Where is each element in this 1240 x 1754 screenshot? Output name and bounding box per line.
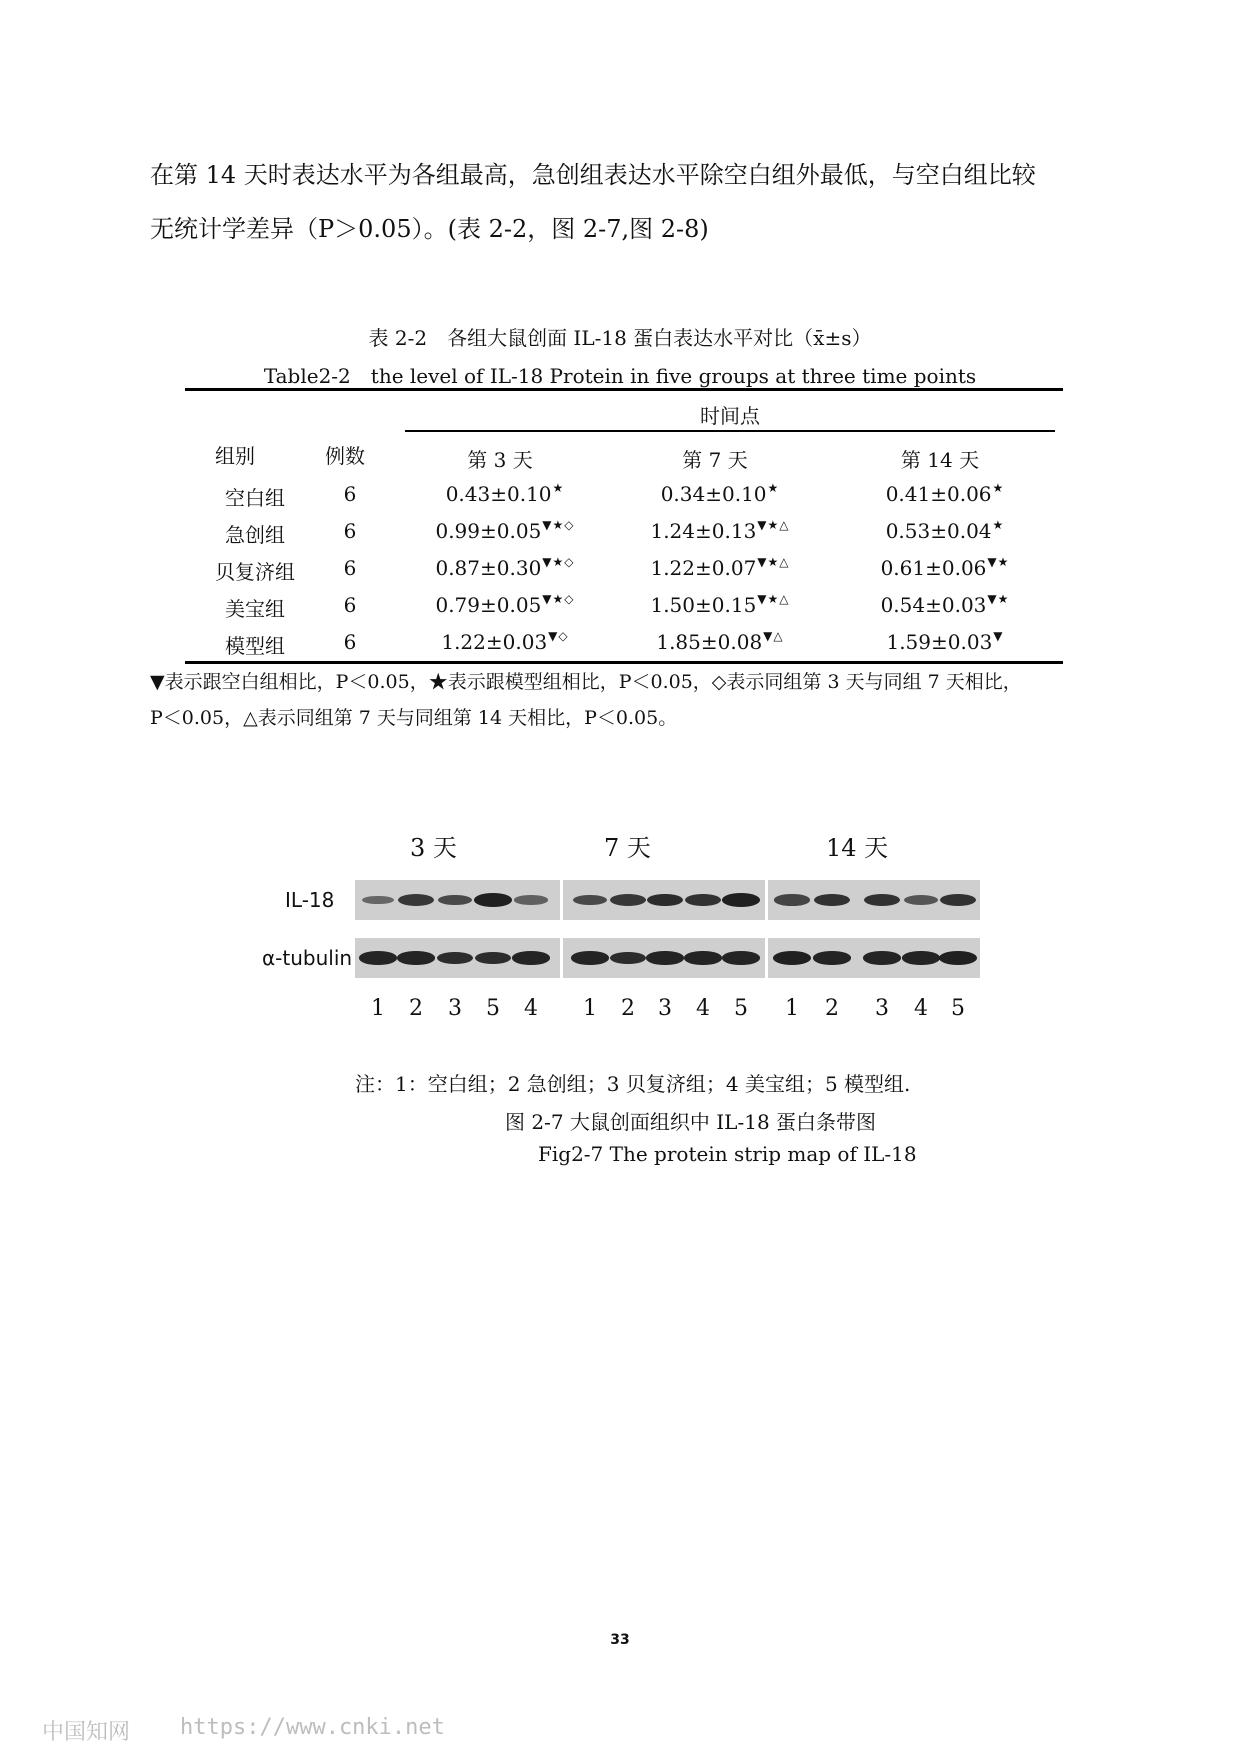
- figure-caption-en: Fig2-7 The protein strip map of IL-18: [538, 1142, 917, 1166]
- header-n: 例数: [325, 444, 365, 468]
- lane-number: 5: [734, 996, 748, 1021]
- blot-row-label-tubulin: α-tubulin: [262, 946, 353, 970]
- table-cell-d3: 0.43±0.10★: [445, 481, 565, 506]
- lane-number: 3: [875, 996, 889, 1021]
- table-row-n: 6: [343, 482, 357, 506]
- lane-number: 2: [621, 996, 635, 1021]
- blot-header-day3: 3 天: [410, 834, 457, 862]
- blot-header-day7: 7 天: [604, 834, 651, 862]
- table-cell-d14: 0.53±0.04★: [885, 518, 1005, 543]
- table-row-n: 6: [343, 630, 357, 654]
- footnote-line-1: ▼表示跟空白组相比，P＜0.05，★表示跟模型组相比，P＜0.05，◇表示同组第 3 天与同组 7 天相比，: [150, 671, 1022, 693]
- lane-number: 4: [696, 996, 710, 1021]
- blot-band: [514, 895, 547, 904]
- blot-band: [813, 951, 850, 964]
- table-cell-d7: 1.24±0.13▼★△: [650, 518, 790, 543]
- blot-band: [722, 951, 759, 964]
- lane-number: 1: [583, 996, 597, 1021]
- blot-band: [474, 893, 512, 907]
- table-cell-d14: 0.41±0.06★: [885, 481, 1005, 506]
- lane-number: 4: [914, 996, 928, 1021]
- table-cell-d14: 0.61±0.06▼★: [880, 555, 1010, 580]
- blot-band: [512, 951, 549, 964]
- table-row-group: 贝复济组: [215, 560, 295, 584]
- blot-band: [774, 894, 809, 905]
- paragraph-line-2: 无统计学差异（P＞0.05）。(表 2-2，图 2-7,图 2-8): [150, 215, 709, 243]
- lane-number: 1: [371, 996, 385, 1021]
- blot-band: [571, 951, 608, 964]
- header-day14: 第 14 天: [900, 448, 980, 472]
- table-row-group: 美宝组: [225, 597, 285, 621]
- page-number: 33: [610, 1632, 630, 1648]
- lane-number: 3: [448, 996, 462, 1021]
- table-cell-d14: 0.54±0.03▼★: [880, 592, 1010, 617]
- lane-number: 5: [951, 996, 965, 1021]
- table-cell-d7: 1.85±0.08▼△: [656, 629, 784, 654]
- table-row-group: 模型组: [225, 634, 285, 658]
- table-row-n: 6: [343, 593, 357, 617]
- figure-note: 注：1：空白组；2 急创组；3 贝复济组；4 美宝组；5 模型组.: [355, 1072, 911, 1096]
- blot-row-label-il18: IL-18: [285, 888, 335, 912]
- table-cell-d7: 0.34±0.10★: [660, 481, 780, 506]
- blot-band: [684, 951, 721, 964]
- watermark-cn: 中国知网: [42, 1720, 131, 1745]
- table-cell-d7: 1.50±0.15▼★△: [650, 592, 790, 617]
- table-row-n: 6: [343, 519, 357, 543]
- figure-caption-cn: 图 2-7 大鼠创面组织中 IL-18 蛋白条带图: [505, 1110, 877, 1134]
- table-cell-d3: 0.99±0.05▼★◇: [435, 518, 575, 543]
- table-caption-cn: 表 2-2 各组大鼠创面 IL-18 蛋白表达水平对比（x̄±s）: [368, 326, 872, 350]
- blot-band: [863, 951, 900, 964]
- blot-band: [397, 951, 434, 964]
- table-row-n: 6: [343, 556, 357, 580]
- lane-number: 2: [409, 996, 423, 1021]
- watermark-url: https://www.cnki.net: [180, 1715, 445, 1740]
- lane-number: 4: [524, 996, 538, 1021]
- header-time-point: 时间点: [700, 404, 760, 428]
- lane-number: 3: [658, 996, 672, 1021]
- table-row-group: 急创组: [225, 523, 285, 547]
- blot-band: [773, 951, 811, 965]
- lane-number: 5: [486, 996, 500, 1021]
- table-cell-d14: 1.59±0.03▼: [886, 629, 1004, 654]
- blot-band: [646, 951, 683, 964]
- table-cell-d3: 0.79±0.05▼★◇: [435, 592, 575, 617]
- blot-band: [902, 951, 939, 964]
- paragraph-line-1: 在第 14 天时表达水平为各组最高，急创组表达水平除空白组外最低，与空白组比较: [150, 161, 1036, 189]
- blot-band: [939, 951, 977, 965]
- blot-band: [610, 894, 646, 906]
- header-day3: 第 3 天: [467, 448, 533, 472]
- table-cell-d3: 1.22±0.03▼◇: [441, 629, 569, 654]
- footnote-line-2: P＜0.05，△表示同组第 7 天与同组第 14 天相比，P＜0.05。: [150, 707, 678, 729]
- lane-number: 2: [825, 996, 839, 1021]
- blot-band: [398, 894, 434, 906]
- blot-header-day14: 14 天: [826, 834, 889, 862]
- table-cell-d3: 0.87±0.30▼★◇: [435, 555, 575, 580]
- table-caption-en: Table2-2 the level of IL-18 Protein in five groups at three time points: [263, 364, 977, 388]
- blot-band: [359, 951, 396, 964]
- blot-band: [904, 895, 938, 905]
- header-day7: 第 7 天: [682, 448, 748, 472]
- blot-band: [722, 893, 760, 907]
- lane-number: 1: [785, 996, 799, 1021]
- table-row-group: 空白组: [225, 486, 285, 510]
- table-cell-d7: 1.22±0.07▼★△: [650, 555, 790, 580]
- header-group: 组别: [215, 444, 255, 468]
